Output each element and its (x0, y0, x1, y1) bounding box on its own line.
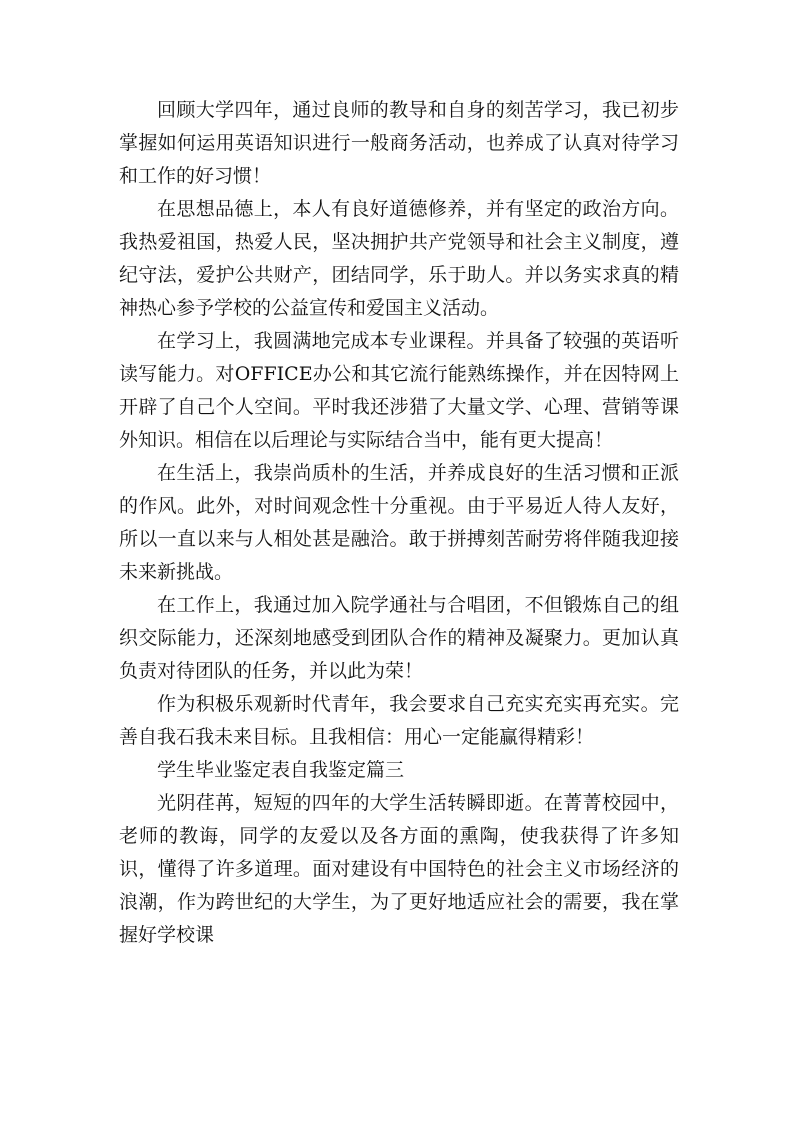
paragraph-3: 在学习上，我圆满地完成本专业课程。并具备了较强的英语听读写能力。对OFFICE办公和其它流行能熟练操作，并在因特网上开辟了自己个人空间。平时我还涉猎了大量文学、心理、营销等课外知识。相信在以后理论与实际结合当中，能有更大提高！ (119, 330, 679, 451)
paragraph-7: 光阴荏苒，短短的四年的大学生活转瞬即逝。在菁菁校园中，老师的教诲，同学的友爱以及各方面的熏陶，使我获得了许多知识，懂得了许多道理。面对建设有中国特色的社会主义市场经济的浪潮，作为跨世纪的大学生，为了更好地适应社会的需要，我在掌握好学校课 (119, 792, 679, 946)
paragraph-6: 作为积极乐观新时代青年，我会要求自己充实充实再充实。完善自我石我未来目标。且我相信：用心一定能赢得精彩！ (119, 693, 679, 748)
paragraph-4: 在生活上，我崇尚质朴的生活，并养成良好的生活习惯和正派的作风。此外，对时间观念性十分重视。由于平易近人待人友好，所以一直以来与人相处甚是融洽。敢于拼搏刻苦耐劳将伴随我迎接未来新挑战。 (119, 462, 679, 583)
document-body (119, 94, 679, 952)
paragraph-2: 在思想品德上，本人有良好道德修养，并有坚定的政治方向。我热爱祖国，热爱人民，坚决拥护共产党领导和社会主义制度，遵纪守法，爱护公共财产，团结同学，乐于助人。并以务实求真的精神热心参予学校的公益宣传和爱国主义活动。 (119, 198, 679, 319)
section-heading: 学生毕业鉴定表自我鉴定篇三 (157, 759, 405, 781)
paragraph-5: 在工作上，我通过加入院学通社与合唱团，不但锻炼自己的组织交际能力，还深刻地感受到团队合作的精神及凝聚力。更加认真负责对待团队的任务，并以此为荣！ (119, 594, 679, 682)
paragraph-1: 回顾大学四年，通过良师的教导和自身的刻苦学习，我已初步掌握如何运用英语知识进行一般商务活动，也养成了认真对待学习和工作的好习惯！ (119, 99, 679, 187)
